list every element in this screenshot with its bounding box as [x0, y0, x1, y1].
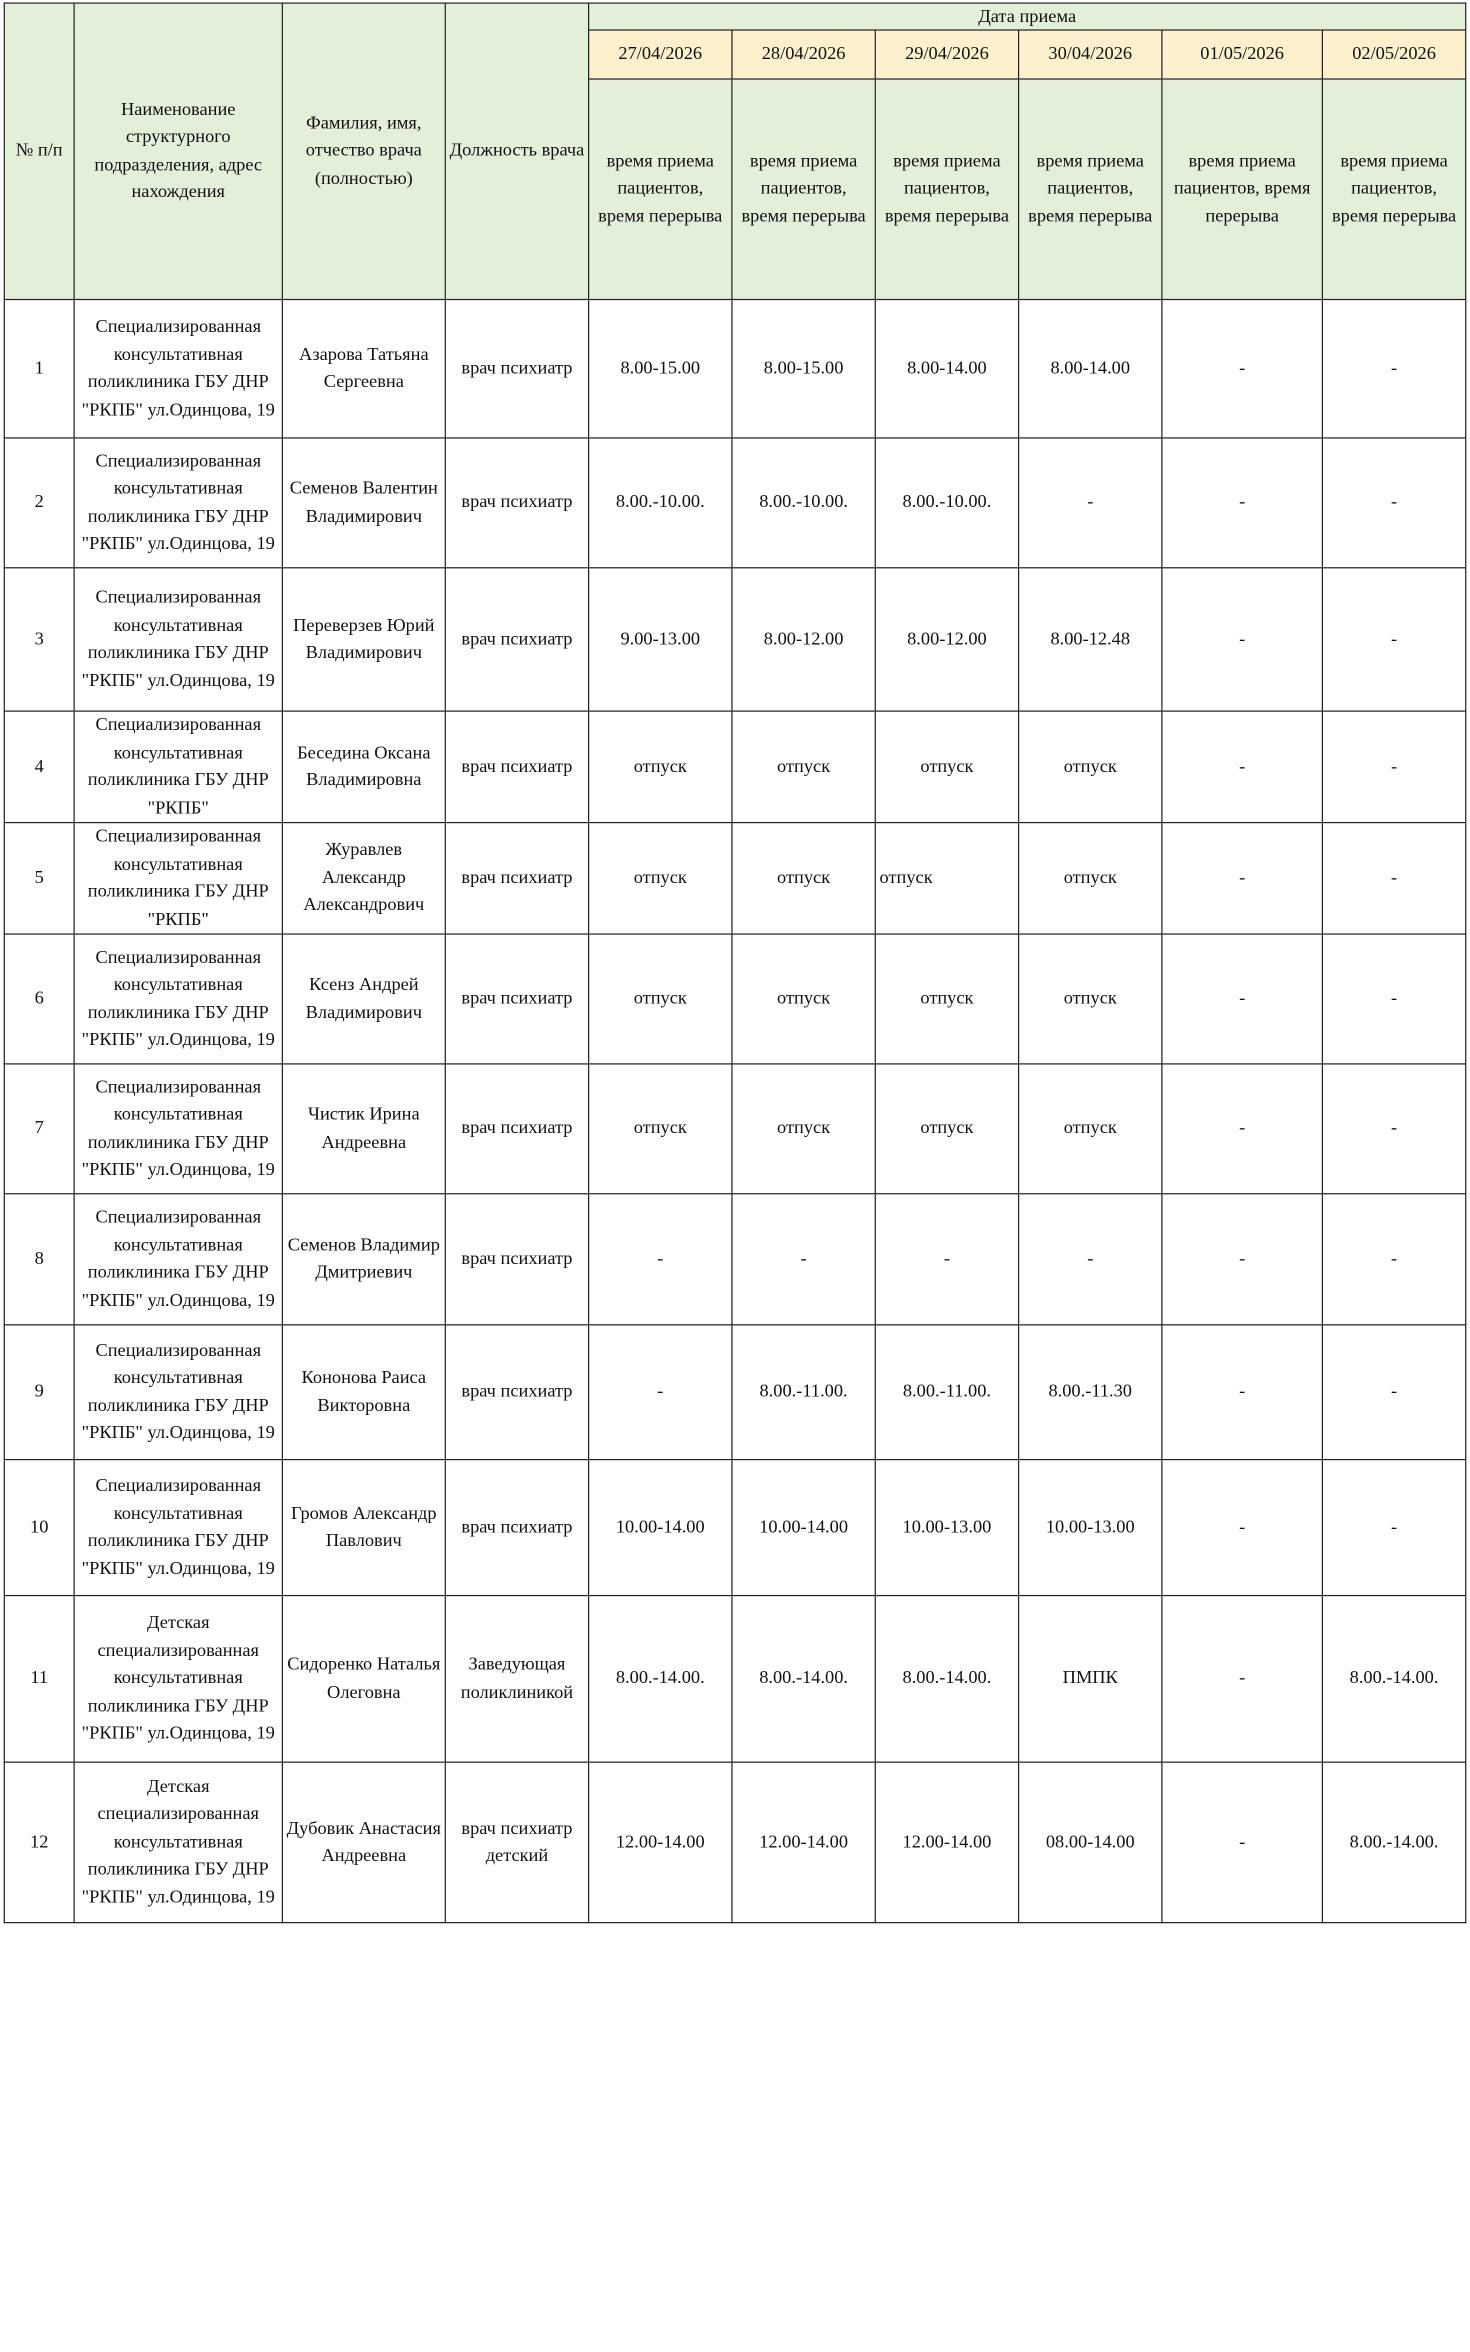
time-label-header: время приема пациентов, время перерыва [1019, 79, 1162, 300]
row-time-cell: 8.00.-14.00. [732, 1596, 875, 1763]
row-position-cell: врач психиатр [445, 1325, 588, 1460]
row-time-cell: 8.00.-11.00. [875, 1325, 1018, 1460]
row-dept-cell: Детская специализированная консультативная поликлиника ГБУ ДНР "РКПБ" ул.Одинцова, 19 [74, 1596, 282, 1763]
row-time-cell: 10.00-14.00 [589, 1460, 732, 1596]
row-time-cell: - [1322, 568, 1465, 711]
schedule-table [4, 2, 1467, 1923]
row-num-cell: 2 [4, 438, 74, 568]
row-time-cell: 8.00.-11.30 [1019, 1325, 1162, 1460]
header-position: Должность врача [445, 3, 588, 299]
row-num-cell: 10 [4, 1460, 74, 1596]
row-time-cell: - [1162, 568, 1322, 711]
time-label-header: время приема пациентов, время перерыва [589, 79, 732, 300]
row-num-cell: 9 [4, 1325, 74, 1460]
row-time-cell: - [1162, 934, 1322, 1064]
row-num-cell: 8 [4, 1194, 74, 1325]
table-row [4, 711, 1465, 822]
row-time-cell: 8.00.-14.00. [589, 1596, 732, 1763]
table-row [4, 300, 1465, 438]
row-time-cell: 8.00.-14.00. [1322, 1762, 1465, 1922]
date-header: 30/04/2026 [1019, 30, 1162, 79]
row-dept-cell: Специализированная консультативная поликлиника ГБУ ДНР "РКПБ" [74, 711, 282, 822]
row-name-cell: Сидоренко Наталья Олеговна [282, 1596, 445, 1763]
row-time-cell: - [1019, 1194, 1162, 1325]
table-row [4, 1460, 1465, 1596]
row-time-cell: отпуск [732, 1064, 875, 1194]
row-num-cell: 3 [4, 568, 74, 711]
row-time-cell: отпуск [875, 1064, 1018, 1194]
row-time-cell: 8.00.-14.00. [875, 1596, 1018, 1763]
row-time-cell: отпуск [1019, 1064, 1162, 1194]
row-name-cell: Беседина Оксана Владимировна [282, 711, 445, 822]
header-name: Фамилия, имя, отчество врача (полностью) [282, 3, 445, 299]
row-position-cell: врач психиатр [445, 300, 588, 438]
row-time-cell: 8.00.-10.00. [732, 438, 875, 568]
row-time-cell: отпуск [589, 1064, 732, 1194]
row-time-cell: - [1162, 1460, 1322, 1596]
row-time-cell: отпуск [589, 711, 732, 822]
row-time-cell: 10.00-13.00 [1019, 1460, 1162, 1596]
row-time-cell: отпуск [875, 711, 1018, 822]
row-time-cell: - [1322, 1194, 1465, 1325]
row-name-cell: Дубовик Анастасия Андреевна [282, 1762, 445, 1922]
row-time-cell: - [1162, 1325, 1322, 1460]
row-time-cell: 10.00-14.00 [732, 1460, 875, 1596]
row-time-cell: - [589, 1194, 732, 1325]
row-time-cell: - [1322, 1325, 1465, 1460]
row-name-cell: Громов Александр Павлович [282, 1460, 445, 1596]
row-time-cell: - [1162, 1762, 1322, 1922]
row-time-cell: 12.00-14.00 [732, 1762, 875, 1922]
row-dept-cell: Детская специализированная консультативная поликлиника ГБУ ДНР "РКПБ" ул.Одинцова, 19 [74, 1762, 282, 1922]
table-row [4, 1325, 1465, 1460]
row-time-cell: 8.00-14.00 [1019, 300, 1162, 438]
row-name-cell: Ксенз Андрей Владимирович [282, 934, 445, 1064]
table-row [4, 1194, 1465, 1325]
header-date-group: Дата приема [589, 3, 1466, 30]
row-name-cell: Семенов Валентин Владимирович [282, 438, 445, 568]
time-label-header: время приема пациентов, время перерыва [875, 79, 1018, 300]
row-time-cell: - [1322, 934, 1465, 1064]
row-name-cell: Переверзев Юрий Владимирович [282, 568, 445, 711]
row-time-cell: - [1162, 1064, 1322, 1194]
row-position-cell: врач психиатр [445, 438, 588, 568]
row-num-cell: 4 [4, 711, 74, 822]
date-header: 29/04/2026 [875, 30, 1018, 79]
row-time-cell: 8.00-12.48 [1019, 568, 1162, 711]
row-dept-cell: Специализированная консультативная поликлиника ГБУ ДНР "РКПБ" [74, 823, 282, 934]
row-time-cell: 8.00-15.00 [732, 300, 875, 438]
row-time-cell: 8.00-15.00 [589, 300, 732, 438]
row-position-cell: Заведующая поликлиникой [445, 1596, 588, 1763]
row-time-cell: отпуск [732, 711, 875, 822]
time-label-header: время приема пациентов, время перерыва [732, 79, 875, 300]
row-time-cell: - [1322, 1064, 1465, 1194]
date-header: 27/04/2026 [589, 30, 732, 79]
row-time-cell: 8.00.-10.00. [875, 438, 1018, 568]
table-row [4, 1064, 1465, 1194]
row-time-cell: - [1019, 438, 1162, 568]
time-label-header: время приема пациентов, время перерыва [1322, 79, 1465, 300]
row-time-cell: - [589, 1325, 732, 1460]
row-time-cell: 8.00-14.00 [875, 300, 1018, 438]
row-position-cell: врач психиатр [445, 568, 588, 711]
row-time-cell: 8.00-12.00 [732, 568, 875, 711]
row-time-cell: - [732, 1194, 875, 1325]
row-time-cell: отпуск [1019, 711, 1162, 822]
row-dept-cell: Специализированная консультативная поликлиника ГБУ ДНР "РКПБ" ул.Одинцова, 19 [74, 438, 282, 568]
row-time-cell: 8.00.-11.00. [732, 1325, 875, 1460]
row-time-cell: отпуск [875, 934, 1018, 1064]
row-time-cell: 12.00-14.00 [589, 1762, 732, 1922]
row-position-cell: врач психиатр [445, 823, 588, 934]
row-num-cell: 7 [4, 1064, 74, 1194]
date-header: 01/05/2026 [1162, 30, 1322, 79]
row-num-cell: 1 [4, 300, 74, 438]
row-position-cell: врач психиатр [445, 1064, 588, 1194]
row-dept-cell: Специализированная консультативная поликлиника ГБУ ДНР "РКПБ" ул.Одинцова, 19 [74, 1460, 282, 1596]
table-row [4, 568, 1465, 711]
row-name-cell: Семенов Владимир Дмитриевич [282, 1194, 445, 1325]
row-time-cell: отпуск [1019, 934, 1162, 1064]
row-time-cell: отпуск [732, 934, 875, 1064]
row-time-cell: отпуск [1019, 823, 1162, 934]
row-position-cell: врач психиатр детский [445, 1762, 588, 1922]
row-time-cell: 9.00-13.00 [589, 568, 732, 711]
row-time-cell: - [875, 1194, 1018, 1325]
row-time-cell: отпуск [732, 823, 875, 934]
row-position-cell: врач психиатр [445, 1460, 588, 1596]
row-num-cell: 5 [4, 823, 74, 934]
date-header: 02/05/2026 [1322, 30, 1465, 79]
table-row [4, 438, 1465, 568]
row-name-cell: Азарова Татьяна Сергеевна [282, 300, 445, 438]
row-time-cell: - [1162, 823, 1322, 934]
row-time-cell: - [1162, 300, 1322, 438]
row-time-cell: - [1162, 1194, 1322, 1325]
row-num-cell: 12 [4, 1762, 74, 1922]
row-name-cell: Журавлев Александр Александрович [282, 823, 445, 934]
row-time-cell: 8.00.-14.00. [1322, 1596, 1465, 1763]
row-dept-cell: Специализированная консультативная поликлиника ГБУ ДНР "РКПБ" ул.Одинцова, 19 [74, 568, 282, 711]
row-time-cell: - [1162, 1596, 1322, 1763]
row-name-cell: Кононова Раиса Викторовна [282, 1325, 445, 1460]
row-time-cell: - [1322, 438, 1465, 568]
row-dept-cell: Специализированная консультативная поликлиника ГБУ ДНР "РКПБ" ул.Одинцова, 19 [74, 1325, 282, 1460]
row-dept-cell: Специализированная консультативная поликлиника ГБУ ДНР "РКПБ" ул.Одинцова, 19 [74, 1064, 282, 1194]
row-time-cell: 10.00-13.00 [875, 1460, 1018, 1596]
row-dept-cell: Специализированная консультативная поликлиника ГБУ ДНР "РКПБ" ул.Одинцова, 19 [74, 1194, 282, 1325]
row-time-cell: - [1322, 1460, 1465, 1596]
row-position-cell: врач психиатр [445, 1194, 588, 1325]
row-time-cell: отпуск [589, 823, 732, 934]
row-time-cell: - [1162, 711, 1322, 822]
row-dept-cell: Специализированная консультативная поликлиника ГБУ ДНР "РКПБ" ул.Одинцова, 19 [74, 934, 282, 1064]
row-time-cell: 12.00-14.00 [875, 1762, 1018, 1922]
time-label-header: время приема пациентов, время перерыва [1162, 79, 1322, 300]
table-row [4, 823, 1465, 934]
row-time-cell: 8.00.-10.00. [589, 438, 732, 568]
row-position-cell: врач психиатр [445, 711, 588, 822]
row-time-cell: отпуск [589, 934, 732, 1064]
row-time-cell: - [1322, 823, 1465, 934]
row-time-cell: - [1162, 438, 1322, 568]
row-num-cell: 6 [4, 934, 74, 1064]
row-time-cell: 08.00-14.00 [1019, 1762, 1162, 1922]
date-header: 28/04/2026 [732, 30, 875, 79]
row-position-cell: врач психиатр [445, 934, 588, 1064]
row-dept-cell: Специализированная консультативная поликлиника ГБУ ДНР "РКПБ" ул.Одинцова, 19 [74, 300, 282, 438]
row-time-cell: ПМПК [1019, 1596, 1162, 1763]
row-name-cell: Чистик Ирина Андреевна [282, 1064, 445, 1194]
table-row [4, 1596, 1465, 1763]
row-time-cell: - [1322, 300, 1465, 438]
header-dept: Наименование структурного подразделения, адрес нахождения [74, 3, 282, 299]
table-row [4, 934, 1465, 1064]
table-row [4, 1762, 1465, 1922]
row-time-cell: отпуск [875, 823, 1018, 934]
row-time-cell: 8.00-12.00 [875, 568, 1018, 711]
row-num-cell: 11 [4, 1596, 74, 1763]
header-num: № п/п [4, 3, 74, 299]
row-time-cell: - [1322, 711, 1465, 822]
